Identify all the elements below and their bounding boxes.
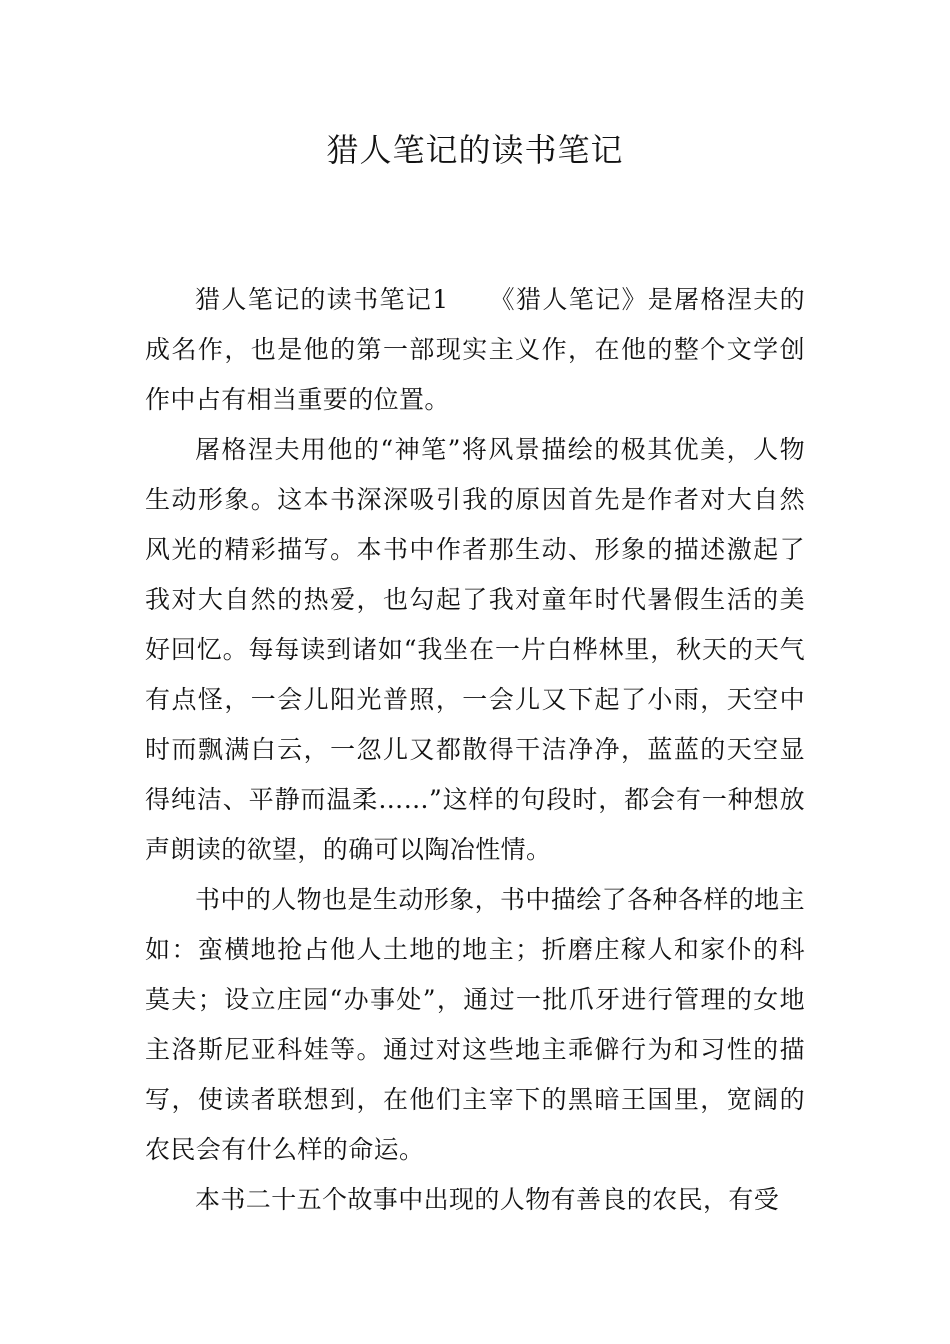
paragraph-4: 本书二十五个故事中出现的人物有善良的农民，有受 xyxy=(195,1185,780,1214)
paragraph-2: 屠格涅夫用他的“神笔”将风景描绘的极其优美，人物生动形象。这本书深深吸引我的原因首先是作者对大自然风光的精彩描写。本书中作者那生动、形象的描述激起了我对大自然的热爱，也勾起了我对童年时代暑假生活的美好回忆。每每读到诸如“我坐在一片白桦林里，秋天的天气有点怪，一会儿阳光普照，一会儿又下起了小雨，天空中时而飘满白云，一忽儿又都散得干洁净净，蓝蓝的天空显得纯洁、平静而温柔……”这样的句段时，都会有一种想放声朗读的欲望，的确可以陶冶性情。 xyxy=(145,435,805,864)
document-body xyxy=(145,275,805,1225)
paragraph-3: 书中的人物也是生动形象，书中描绘了各种各样的地主如：蛮横地抢占他人土地的地主；折磨庄稼人和家仆的科莫夫；设立庄园“办事处”，通过一批爪牙进行管理的女地主洛斯尼亚科娃等。通过对这些地主乖僻行为和习性的描写，使读者联想到，在他们主宰下的黑暗王国里，宽阔的农民会有什么样的命运。 xyxy=(145,885,805,1164)
document-title: 猎人笔记的读书笔记 xyxy=(326,131,624,169)
paragraph-1: 猎人笔记的读书笔记1 《猎人笔记》是屠格涅夫的成名作，也是他的第一部现实主义作，在他的整个文学创作中占有相当重要的位置。 xyxy=(145,285,805,414)
